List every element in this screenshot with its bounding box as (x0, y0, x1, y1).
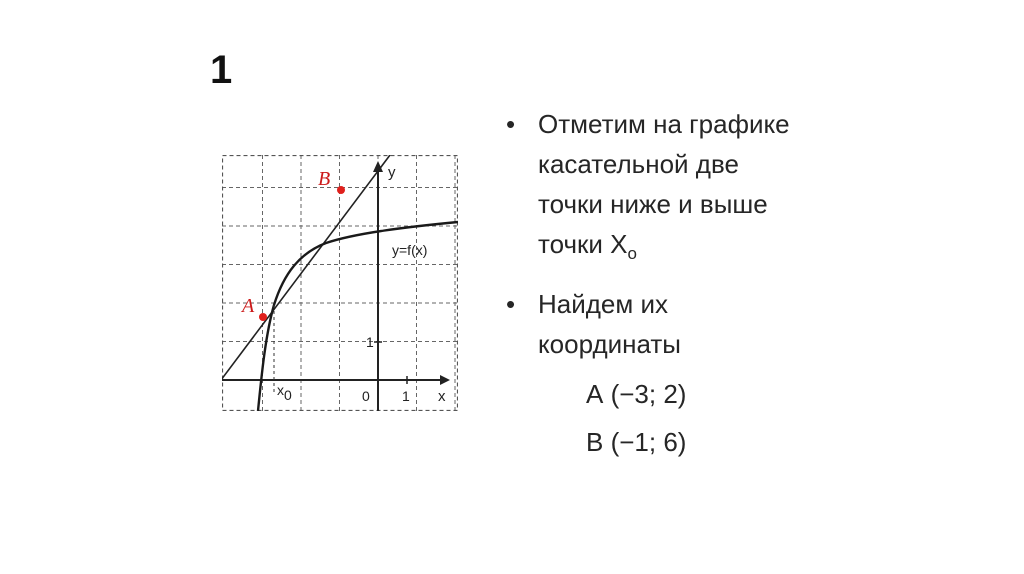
y-axis-label: y (388, 164, 396, 181)
bullet-item-mark-points (504, 104, 924, 274)
y-tick-one-label: 1 (366, 334, 374, 350)
bullet-text-line: координаты (538, 329, 681, 360)
origin-label: 0 (362, 388, 370, 404)
tangent-line (222, 155, 390, 384)
function-label: y=f(x) (392, 242, 428, 258)
bullet-text-line: точки $Х_о$ (538, 229, 637, 264)
function-curve (258, 222, 458, 411)
x-axis-label: x (438, 388, 446, 405)
slide-number: 1 (210, 48, 233, 92)
bullet-text-line: касательной две (538, 149, 739, 179)
point-a (259, 313, 267, 321)
x0-label: x0 (277, 382, 292, 403)
bullet-marker: • (506, 109, 516, 139)
graph-svg (222, 155, 458, 411)
bullet-text-line: точки ниже и выше (538, 189, 768, 219)
coordinate-b: В (−1; 6) (586, 427, 687, 458)
bullet-text-line: Отметим на графике (538, 109, 790, 139)
point-b (337, 186, 345, 194)
x-tick-one-label: 1 (402, 388, 410, 404)
bullet-marker: • (506, 289, 516, 320)
bullet-text-line: Найдем их (538, 289, 669, 320)
coordinate-a: А (−3; 2) (586, 379, 687, 410)
point-b-label: B (318, 168, 331, 190)
point-a-label: A (242, 295, 255, 317)
bullet-list (504, 104, 924, 470)
bullet-item-find-coords (504, 284, 924, 364)
x-axis-arrow (440, 375, 450, 385)
function-graph (222, 155, 458, 411)
